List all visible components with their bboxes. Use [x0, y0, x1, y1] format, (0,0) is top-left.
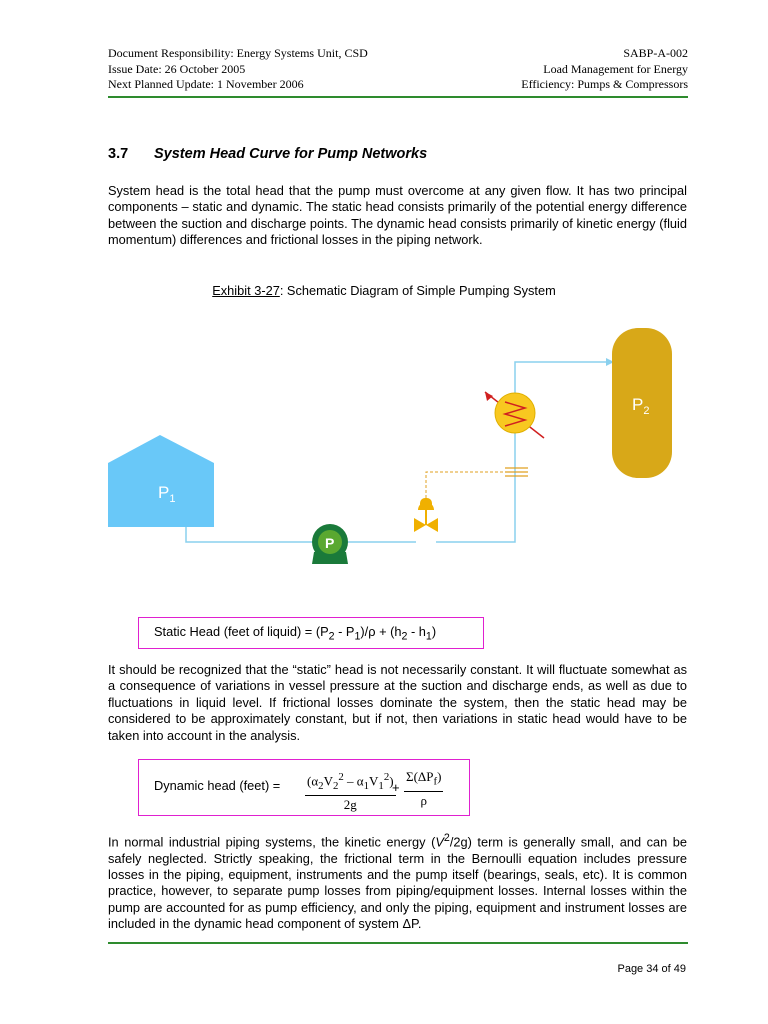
- exhibit-caption-text: : Schematic Diagram of Simple Pumping System: [279, 283, 556, 298]
- discharge-pressure-label: $P_2$: [632, 395, 650, 417]
- header-doc-subtitle: Efficiency: Pumps & Compressors: [521, 77, 688, 91]
- header-doc-id: SABP-A-002: [623, 46, 688, 60]
- static-head-formula: [138, 617, 484, 649]
- paragraph-kinetic-energy: In normal industrial piping systems, the kinetic energy $(V^2/2g)$ term is generally small, and can be safely neglected. Strictly speaking, the frictional term in the Bernoulli equation includes pressure losses in the piping, equipment, instruments and the pump itself (bearings, seals, etc). It is common practice, however, to separate pump losses from piping/equipment losses. Internal losses within the pump are accounted for as pump efficiency, and only the piping, equipment and instrument losses are included in the dynamic head component of system ΔP.: [108, 832, 687, 932]
- header-issue-date: Issue Date: 26 October 2005: [108, 61, 246, 76]
- dynamic-head-formula: [138, 759, 470, 816]
- header-responsibility: Document Responsibility: Energy Systems Unit, CSD: [108, 46, 368, 60]
- pump-symbol: [312, 524, 348, 564]
- pump-label: P: [325, 535, 335, 551]
- paragraph-static-head: It should be recognized that the “static” head is not necessarily constant. It will fluctuate somewhat as a consequence of variations in vessel pressure at the suction and discharge ends, as well as due to fluctuations in liquid level. If frictional losses dominate the system, then the static head may be considered to be approximately constant, but if not, then variations in static head would have to be taken into account in the analysis.: [108, 662, 687, 743]
- paragraph-system-head: System head is the total head that the pump must overcome at any given flow. It has two principal components – static and dynamic. The static head consists primarily of the potential energy difference between the suction and discharge points. The dynamic head consists primarily of kinetic energy (fluid momentum) differences and frictional losses in the piping network.: [108, 183, 687, 248]
- heat-exchanger: [485, 392, 544, 438]
- discharge-tank: [612, 328, 672, 478]
- control-valve: [414, 498, 438, 532]
- friction-head-fraction: [404, 768, 443, 810]
- document-header-right: [521, 46, 688, 93]
- dynamic-head-label: Dynamic head (feet) =: [154, 778, 281, 793]
- header-doc-title: Load Management for Energy: [543, 61, 688, 76]
- page-number: Page 34 of 49: [617, 963, 686, 975]
- header-rule: [108, 96, 688, 98]
- header-next-update: Next Planned Update: 1 November 2006: [108, 77, 304, 91]
- suction-vessel: [108, 435, 214, 527]
- velocity-head-numerator: $(\alpha_2V_2^2 - \alpha_1V_1^2)$: [305, 768, 396, 796]
- static-head-equation: Static Head (feet of liquid) = $(P_2 - P_1)/\rho + (h_2 - h_1)$: [154, 624, 437, 643]
- section-number: 3.7: [108, 146, 129, 162]
- flow-orifice: [505, 468, 528, 476]
- footer-rule: [108, 942, 688, 944]
- velocity-head-fraction: [305, 768, 396, 814]
- document-header-left: [108, 46, 368, 93]
- control-signal-line: [426, 472, 512, 498]
- friction-head-denominator: ρ: [420, 792, 427, 808]
- section-title: System Head Curve for Pump Networks: [154, 146, 428, 162]
- velocity-head-denominator: 2g: [343, 796, 357, 812]
- exhibit-caption: [0, 283, 768, 298]
- exhibit-label: Exhibit 3-27: [212, 283, 280, 298]
- plus-sign: +: [392, 780, 400, 795]
- pipe-network: [186, 362, 612, 542]
- suction-pressure-label: $P_1$: [158, 483, 176, 505]
- friction-head-numerator: $\Sigma(\Delta P_f)$: [404, 768, 443, 792]
- pumping-system-diagram: [100, 320, 690, 580]
- section-heading: [108, 146, 427, 162]
